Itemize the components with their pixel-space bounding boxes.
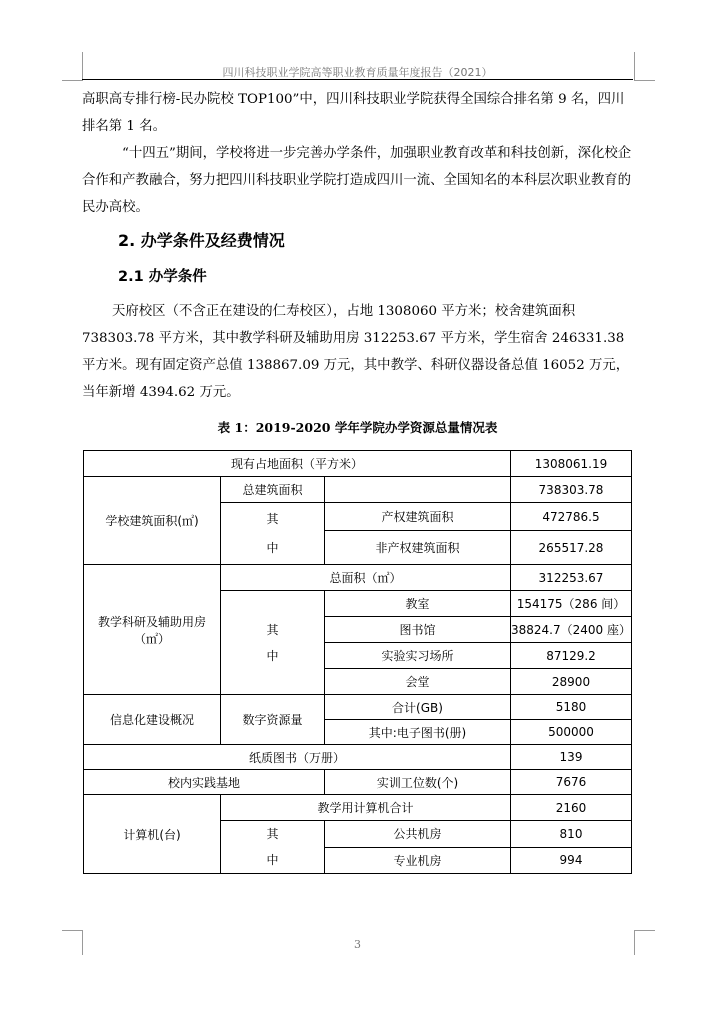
cell-teaching-total-value: 312253.67 (511, 565, 632, 591)
cell-ebook-label: 其中:电子图书(册) (325, 720, 511, 745)
section-heading: 2. 办学条件及经费情况 (118, 231, 285, 250)
table-row (84, 745, 632, 770)
cell-empty (325, 477, 511, 503)
cell-land-label: 现有占地面积（平方米） (84, 451, 511, 477)
cell-computer-label: 计算机(台) (84, 795, 221, 874)
cell-computer-total-value: 2160 (511, 795, 632, 821)
cell-building-nonown-label: 非产权建筑面积 (325, 531, 511, 565)
page-number: 3 (354, 938, 361, 951)
cell-info-label: 信息化建设概况 (84, 695, 221, 745)
table-row (84, 770, 632, 795)
cell-building-own-label: 产权建筑面积 (325, 503, 511, 531)
zhong-char: 中 (266, 540, 279, 555)
cell-digital-total-label: 合计(GB) (325, 695, 511, 720)
table-row (84, 451, 632, 477)
cell-qizhong (221, 821, 325, 874)
resources-table (83, 450, 632, 874)
cell-computer-total-label: 教学用计算机合计 (221, 795, 511, 821)
table-row (84, 477, 632, 503)
table-row (84, 565, 632, 591)
zhong-char: 中 (266, 648, 279, 663)
qi-char: 其 (266, 827, 279, 841)
cell-lab-label: 实验实习场所 (325, 643, 511, 669)
cell-ebook-value: 500000 (511, 720, 632, 745)
cell-building-label: 学校建筑面积(㎡) (84, 477, 221, 565)
page-header-title: 四川科技职业学院高等职业教育质量年度报告（2021） (222, 66, 493, 79)
cell-station-label: 实训工位数(个) (325, 770, 511, 795)
cell-library-label: 图书馆 (325, 617, 511, 643)
cell-qizhong (221, 503, 325, 565)
cell-digital-label: 数字资源量 (221, 695, 325, 745)
paragraph-ranking: 高职高专排行榜-民办院校 TOP100”中，四川科技职业学院获得全国综合排名第 9 名，四川排名第 1 名。 (82, 92, 625, 134)
table-row (84, 795, 632, 821)
cell-building-total-value: 738303.78 (511, 477, 632, 503)
cell-station-value: 7676 (511, 770, 632, 795)
teaching-label-text: 教学科研及辅助用房（㎡） (97, 614, 206, 646)
qi-char: 其 (266, 511, 279, 526)
cell-qizhong (221, 591, 325, 695)
cell-paper-value: 139 (511, 745, 632, 770)
cell-hall-label: 会堂 (325, 669, 511, 695)
cell-special-label: 专业机房 (325, 847, 511, 874)
header-rule (82, 79, 633, 80)
cell-special-value: 994 (511, 847, 632, 874)
cell-lab-value: 87129.2 (511, 643, 632, 669)
cell-building-own-value: 472786.5 (511, 503, 632, 531)
subsection-heading: 2.1 办学条件 (118, 269, 207, 285)
cell-land-value: 1308061.19 (511, 451, 632, 477)
cell-building-total-label: 总建筑面积 (221, 477, 325, 503)
qi-char: 其 (266, 622, 279, 637)
table-caption: 表 1：2019-2020 学年学院办学资源总量情况表 (217, 420, 498, 435)
paragraph-plan: “十四五”期间，学校将进一步完善办学条件，加强职业教育改革和科技创新，深化校企合作和产教融合，努力把四川科技职业学院打造成四川一流、全国知名的本科层次职业教育的民办高校。 (82, 146, 632, 215)
cell-digital-total-value: 5180 (511, 695, 632, 720)
cell-hall-value: 28900 (511, 669, 632, 695)
cell-library-value: 38824.7（2400 座） (511, 617, 632, 643)
cell-public-label: 公共机房 (325, 821, 511, 848)
table-row (84, 695, 632, 720)
cell-public-value: 810 (511, 821, 632, 848)
cell-teaching-total-label: 总面积（㎡） (221, 565, 511, 591)
zhong-char: 中 (266, 853, 279, 867)
cell-paper-label: 纸质图书（万册） (84, 745, 511, 770)
cell-classroom-label: 教室 (325, 591, 511, 617)
cell-classroom-value: 154175（286 间） (511, 591, 632, 617)
cell-base-label: 校内实践基地 (84, 770, 325, 795)
cell-teaching-label (84, 565, 221, 695)
paragraph-conditions: 天府校区（不含正在建设的仁寿校区），占地 1308060 平方米；校舍建筑面积 738303.78 平方米，其中教学科研及辅助用房 312253.67 平方米，学生宿舍 246331.38 平方米。现有固定资产总值 138867.09 万元，其中教学、科研仪器设备总值 16052 万元，当年新增 4394.62 万元。 (82, 304, 630, 400)
cell-building-nonown-value: 265517.28 (511, 531, 632, 565)
